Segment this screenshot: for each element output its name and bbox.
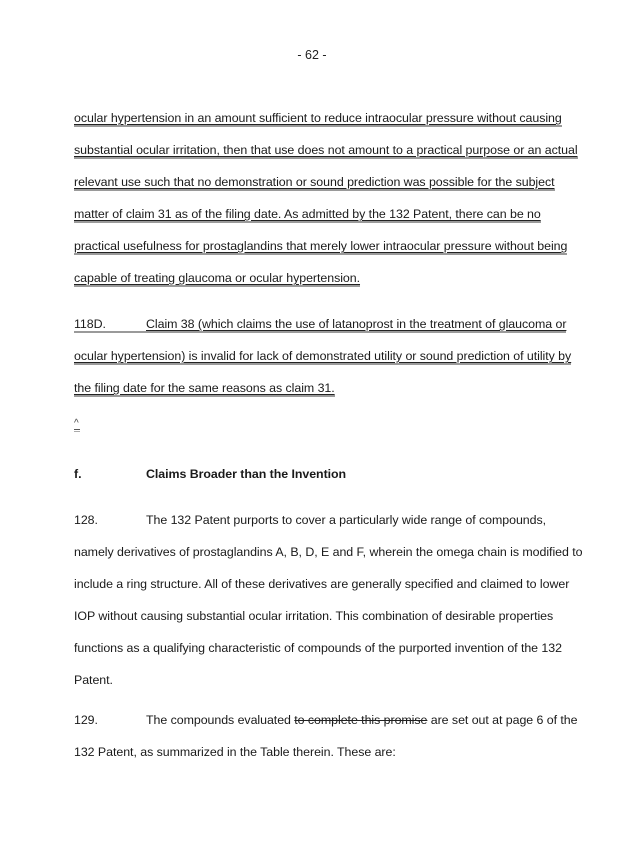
inserted-text: capable of treating glaucoma or ocular hypertension. — [74, 271, 361, 285]
text-line — [74, 142, 578, 158]
inserted-text: ocular hypertension in an amount sufficient to reduce intraocular pressure without causing — [74, 111, 562, 125]
inserted-text: substantial ocular irritation, then that use does not amount to a practical purpose or an actual — [74, 143, 578, 157]
inserted-text: practical usefulness for prostaglandins that merely lower intraocular pressure without being — [74, 239, 568, 253]
page-number: - 62 - — [297, 48, 327, 62]
inserted-text: matter of claim 31 as of the filing date. As admitted by the 132 Patent, there can be no — [74, 207, 541, 221]
paragraph-number: 118D. Claim 38 (which claims the use of latanoprost in the treatment of glaucoma or — [74, 317, 567, 331]
text-line — [74, 238, 567, 254]
insertion-caret-mark — [74, 420, 80, 432]
section-number: f. — [74, 467, 82, 481]
section-title: Claims Broader than the Invention — [146, 467, 347, 481]
inserted-text: the filing date for the same reasons as claim 31. — [74, 381, 335, 395]
text-line: functions as a qualifying characteristic of compounds of the purported invention of the 132 — [74, 641, 562, 655]
text-line: 128. The 132 Patent purports to cover a particularly wide range of compounds, — [74, 513, 547, 527]
text-line — [74, 110, 562, 126]
text-line — [74, 174, 555, 190]
text-line — [74, 270, 360, 286]
text-line: 132 Patent, as summarized in the Table therein. These are: — [74, 745, 396, 759]
caret-icon: ^ — [74, 418, 79, 429]
section-heading — [74, 466, 346, 482]
text-line — [74, 206, 541, 222]
inserted-text: relevant use such that no demonstration or sound prediction was possible for the subject — [74, 175, 555, 189]
text-line — [74, 348, 571, 364]
text-line: IOP without causing substantial ocular irritation. This combination of desirable properties — [74, 609, 554, 623]
inserted-text: ocular hypertension) is invalid for lack of demonstrated utility or sound prediction of utility by — [74, 349, 572, 363]
text-line: namely derivatives of prostaglandins A, B, D, E and F, wherein the omega chain is modified to — [74, 545, 583, 559]
text-line — [74, 316, 566, 332]
deleted-text: to complete this promise — [294, 713, 428, 727]
caret-underline — [74, 429, 80, 432]
text-line: Patent. — [74, 673, 113, 687]
paragraph-number: 128. — [74, 513, 98, 527]
text-line: 129. The compounds evaluated to complete this promise are set out at page 6 of the — [74, 713, 578, 727]
text-line: include a ring structure. All of these derivatives are generally specified and claimed to lower — [74, 577, 570, 591]
paragraph-number: 129. — [74, 713, 98, 727]
text-line — [74, 380, 335, 396]
